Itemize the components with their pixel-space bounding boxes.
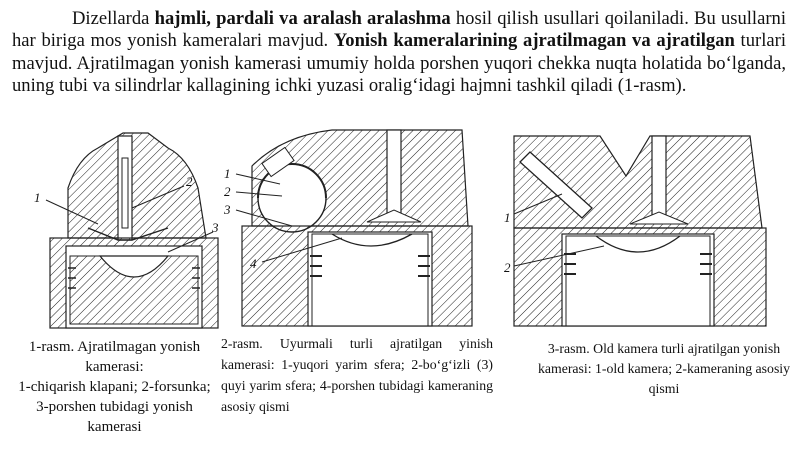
figure-2-drawing [222,126,476,332]
intro-text-2: hosil qilish usullari qoilaniladi. Bu usullarni har biriga mos yonish kameralari mavjud. [12,8,787,52]
figure-3-callout-1: 1 [504,210,511,225]
intro-paragraph [12,8,786,98]
figure-1-drawing [28,128,228,334]
intro-text-1: Dizellarda [72,8,155,29]
figure-3-callout-2: 2 [504,260,511,275]
figure-1-callout-2: 2 [186,174,193,189]
figure-3-caption: 3-rasm. Old kamera turli ajratilgan yonish kamerasi: 1-old kamera; 2-kameraning asosiy qismi [537,341,791,396]
figure-3-drawing [500,132,768,328]
figure-2-callout-3: 3 [224,202,231,217]
figure-1-caption [12,337,217,437]
figure-1-caption-items: 1-chiqarish klapani; 2-forsunka; 3-porshen tubidagi yonish kamerasi [18,379,211,435]
intro-bold-2: Yonish kameralarining ajratilmagan va ajratilgan [333,30,735,52]
figure-1-callout-1: 1 [34,190,41,205]
figure-2-callout-2: 2 [224,184,231,199]
figure-1-callout-3: 3 [212,220,219,235]
figure-2-callout-4: 4 [250,256,257,271]
intro-text-3: turlari mavjud. Ajratilmagan yonish kamerasi umumiy holda porshen yuqori chekka nuqta holatida bo‘lganda, uning tubi va silindrlar kallagining ichki yuzasi oralig‘idagi hajmni tashkil qiladi (1-rasm). [12,30,786,97]
figure-2-caption: 2-rasm. Uyurmali turli ajratilgan yinish kamerasi: 1-yuqori yarim sfera; 2-bo‘g‘izli (3) quyi yarim sfera; 4-porshen tubidagi kameraning asosiy qismi [221,336,493,414]
intro-bold-1: hajmli, pardali va aralash aralashma [154,8,451,29]
figure-2-callout-1: 1 [224,166,231,181]
figure-1-caption-title: 1-rasm. Ajratilmagan yonish kamerasi: [28,339,201,375]
